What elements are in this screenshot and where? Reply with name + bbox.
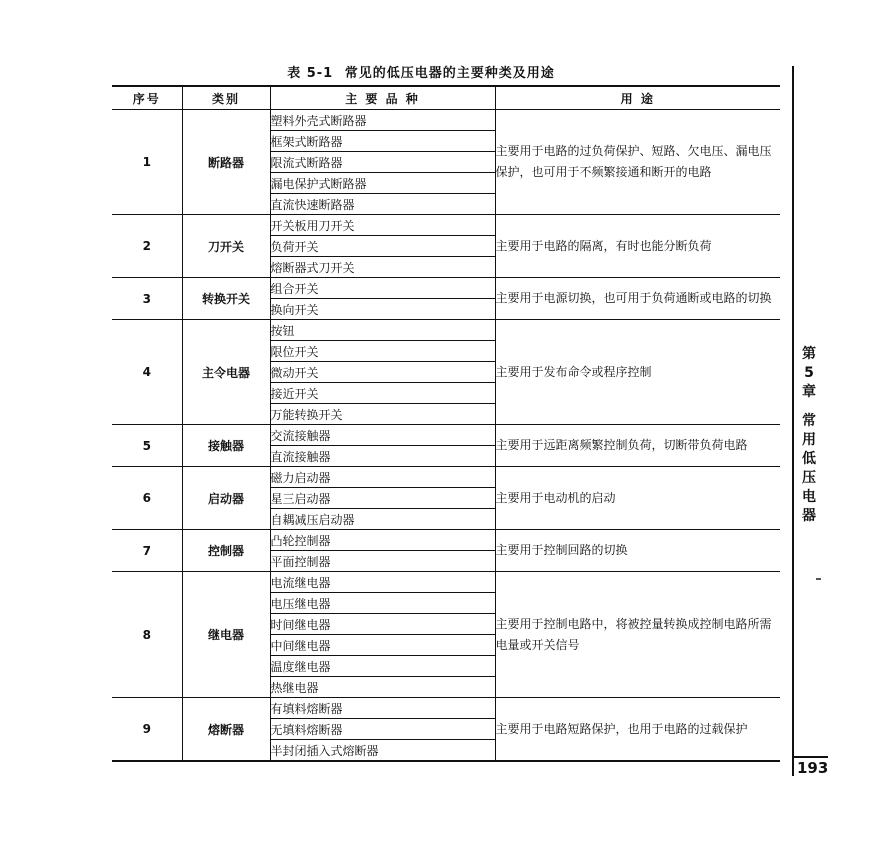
usage-cell: 主要用于远距离频繁控制负荷，切断带负荷电路 [495, 425, 780, 467]
variety-cell: 凸轮控制器 [270, 530, 495, 551]
chapter-tab [798, 345, 820, 526]
seq-cell: 2 [112, 215, 182, 278]
table-row [112, 110, 780, 131]
variety-cell: 有填料熔断器 [270, 698, 495, 719]
table-caption-text: 常见的低压电器的主要种类及用途 [344, 66, 555, 81]
usage-cell: 主要用于控制回路的切换 [495, 530, 780, 572]
variety-cell: 电流继电器 [270, 572, 495, 593]
variety-cell: 接近开关 [270, 383, 495, 404]
variety-cell: 组合开关 [270, 278, 495, 299]
variety-cell: 限位开关 [270, 341, 495, 362]
category-cell: 控制器 [182, 530, 270, 572]
table-caption-label: 表 5-1 [287, 66, 334, 81]
usage-cell: 主要用于电动机的启动 [495, 467, 780, 530]
variety-cell: 交流接触器 [270, 425, 495, 446]
variety-cell: 直流接触器 [270, 446, 495, 467]
table-header-row [112, 86, 780, 110]
variety-cell: 中间继电器 [270, 635, 495, 656]
margin-dash [816, 578, 821, 580]
seq-cell: 7 [112, 530, 182, 572]
variety-cell: 按钮 [270, 320, 495, 341]
variety-cell: 框架式断路器 [270, 131, 495, 152]
variety-cell: 微动开关 [270, 362, 495, 383]
category-cell: 启动器 [182, 467, 270, 530]
table-row [112, 320, 780, 341]
chapter-suffix: 章 [802, 384, 816, 400]
category-cell: 接触器 [182, 425, 270, 467]
chapter-title-char: 低 [802, 451, 816, 467]
variety-cell: 热继电器 [270, 677, 495, 698]
variety-cell: 时间继电器 [270, 614, 495, 635]
chapter-number: 5 [804, 365, 814, 381]
page-number-rule [794, 756, 828, 758]
category-cell: 刀开关 [182, 215, 270, 278]
seq-cell: 6 [112, 467, 182, 530]
seq-cell: 1 [142, 155, 151, 169]
variety-cell: 自耦减压启动器 [270, 509, 495, 530]
chapter-title-char: 用 [802, 432, 816, 448]
variety-cell: 万能转换开关 [270, 404, 495, 425]
chapter-prefix: 第 [802, 346, 816, 362]
usage-cell: 主要用于控制电路中，将被控量转换成控制电路所需电量或开关信号 [495, 572, 780, 698]
category-cell: 熔断器 [182, 698, 270, 762]
chapter-title-char: 常 [802, 413, 816, 429]
chapter-title-char: 器 [802, 508, 816, 524]
variety-cell: 直流快速断路器 [270, 194, 495, 215]
variety-cell: 负荷开关 [270, 236, 495, 257]
seq-cell: 8 [112, 572, 182, 698]
usage-cell: 主要用于电路短路保护，也用于电路的过载保护 [495, 698, 780, 762]
category-cell: 断路器 [182, 110, 270, 215]
seq-cell: 3 [112, 278, 182, 320]
electrical-apparatus-table [112, 85, 780, 762]
header-category: 类别 [182, 86, 270, 110]
table-row [112, 467, 780, 488]
usage-cell: 主要用于电源切换，也可用于负荷通断或电路的切换 [495, 278, 780, 320]
seq-cell: 9 [112, 698, 182, 762]
variety-cell: 温度继电器 [270, 656, 495, 677]
chapter-title-char: 电 [802, 489, 816, 505]
variety-cell: 星三启动器 [270, 488, 495, 509]
table-row [112, 425, 780, 446]
variety-cell: 电压继电器 [270, 593, 495, 614]
category-cell: 转换开关 [182, 278, 270, 320]
variety-cell: 半封闭插入式熔断器 [270, 740, 495, 762]
usage-cell: 主要用于电路的隔离，有时也能分断负荷 [495, 215, 780, 278]
chapter-title-char: 压 [802, 470, 816, 486]
table-row [112, 278, 780, 299]
table-row [112, 530, 780, 551]
margin-rule [792, 66, 794, 776]
variety-cell: 无填料熔断器 [270, 719, 495, 740]
variety-cell: 换向开关 [270, 299, 495, 320]
table-row [112, 698, 780, 719]
seq-cell: 5 [112, 425, 182, 467]
variety-cell: 熔断器式刀开关 [270, 257, 495, 278]
table-row [112, 572, 780, 593]
seq-cell: 4 [112, 320, 182, 425]
variety-cell: 限流式断路器 [270, 152, 495, 173]
category-cell: 继电器 [182, 572, 270, 698]
variety-cell: 漏电保护式断路器 [270, 173, 495, 194]
page-number: 193 [797, 759, 829, 777]
table-caption [0, 62, 870, 81]
variety-cell: 平面控制器 [270, 551, 495, 572]
table-body [112, 110, 780, 762]
header-varieties: 主 要 品 种 [270, 86, 495, 110]
table-row [112, 215, 780, 236]
variety-cell: 塑料外壳式断路器 [270, 110, 495, 131]
usage-cell: 主要用于电路的过负荷保护、短路、欠电压、漏电压保护，也可用于不频繁接通和断开的电路 [495, 110, 780, 215]
header-usage: 用 途 [495, 86, 780, 110]
variety-cell: 磁力启动器 [270, 467, 495, 488]
usage-cell: 主要用于发布命令或程序控制 [495, 320, 780, 425]
header-seq: 序号 [112, 86, 182, 110]
category-cell: 主令电器 [182, 320, 270, 425]
variety-cell: 开关板用刀开关 [270, 215, 495, 236]
